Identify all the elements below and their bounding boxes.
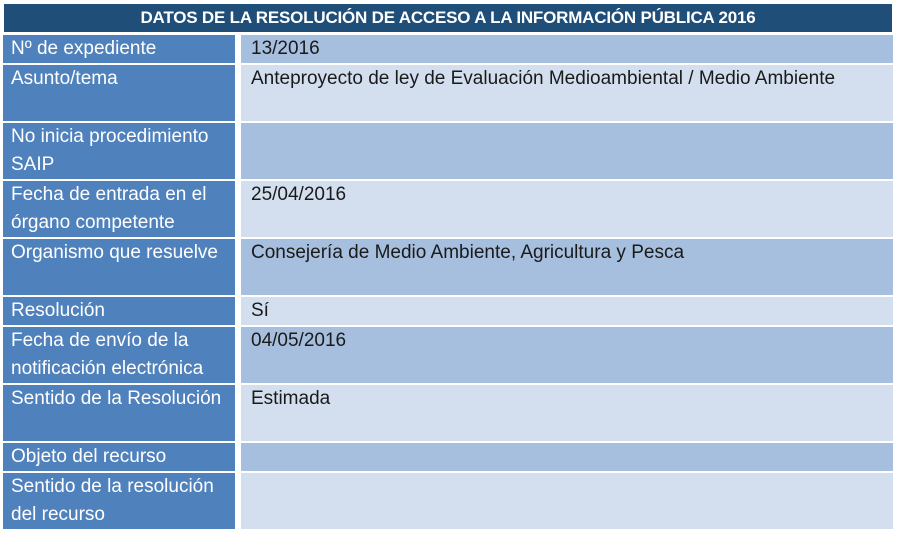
row-label-fecha-envio: Fecha de envío de la notificación electrónica <box>3 327 241 383</box>
row-value-organismo: Consejería de Medio Ambiente, Agricultura y Pesca <box>241 239 893 295</box>
resolution-data-table <box>3 3 893 529</box>
table-row-expediente <box>3 33 893 63</box>
table-row-asunto <box>3 63 893 121</box>
table-row-fecha-envio <box>3 325 893 383</box>
table-row-fecha-entrada <box>3 179 893 237</box>
row-label-sentido: Sentido de la Resolución <box>3 385 241 441</box>
row-label-expediente: Nº de expediente <box>3 35 241 63</box>
row-value-fecha-envio: 04/05/2016 <box>241 327 893 383</box>
row-value-saip <box>241 123 893 179</box>
table-row-objeto-recurso <box>3 441 893 471</box>
table-row-saip <box>3 121 893 179</box>
table-row-resolucion <box>3 295 893 325</box>
row-value-resolucion: Sí <box>241 297 893 325</box>
row-value-objeto-recurso <box>241 443 893 471</box>
row-label-objeto-recurso: Objeto del recurso <box>3 443 241 471</box>
row-value-asunto: Anteproyecto de ley de Evaluación Medioambiental / Medio Ambiente <box>241 65 893 121</box>
row-label-organismo: Organismo que resuelve <box>3 239 241 295</box>
table-body <box>3 33 893 529</box>
row-value-expediente: 13/2016 <box>241 35 893 63</box>
table-row-organismo <box>3 237 893 295</box>
row-label-sentido-recurso: Sentido de la resolución del recurso <box>3 473 241 529</box>
row-label-fecha-entrada: Fecha de entrada en el órgano competente <box>3 181 241 237</box>
table-row-sentido <box>3 383 893 441</box>
table-row-sentido-recurso <box>3 471 893 529</box>
table-title: DATOS DE LA RESOLUCIÓN DE ACCESO A LA INFORMACIÓN PÚBLICA 2016 <box>3 3 893 33</box>
row-value-sentido: Estimada <box>241 385 893 441</box>
row-label-resolucion: Resolución <box>3 297 241 325</box>
row-label-asunto: Asunto/tema <box>3 65 241 121</box>
row-value-fecha-entrada: 25/04/2016 <box>241 181 893 237</box>
row-label-saip: No inicia procedimiento SAIP <box>3 123 241 179</box>
row-value-sentido-recurso <box>241 473 893 529</box>
